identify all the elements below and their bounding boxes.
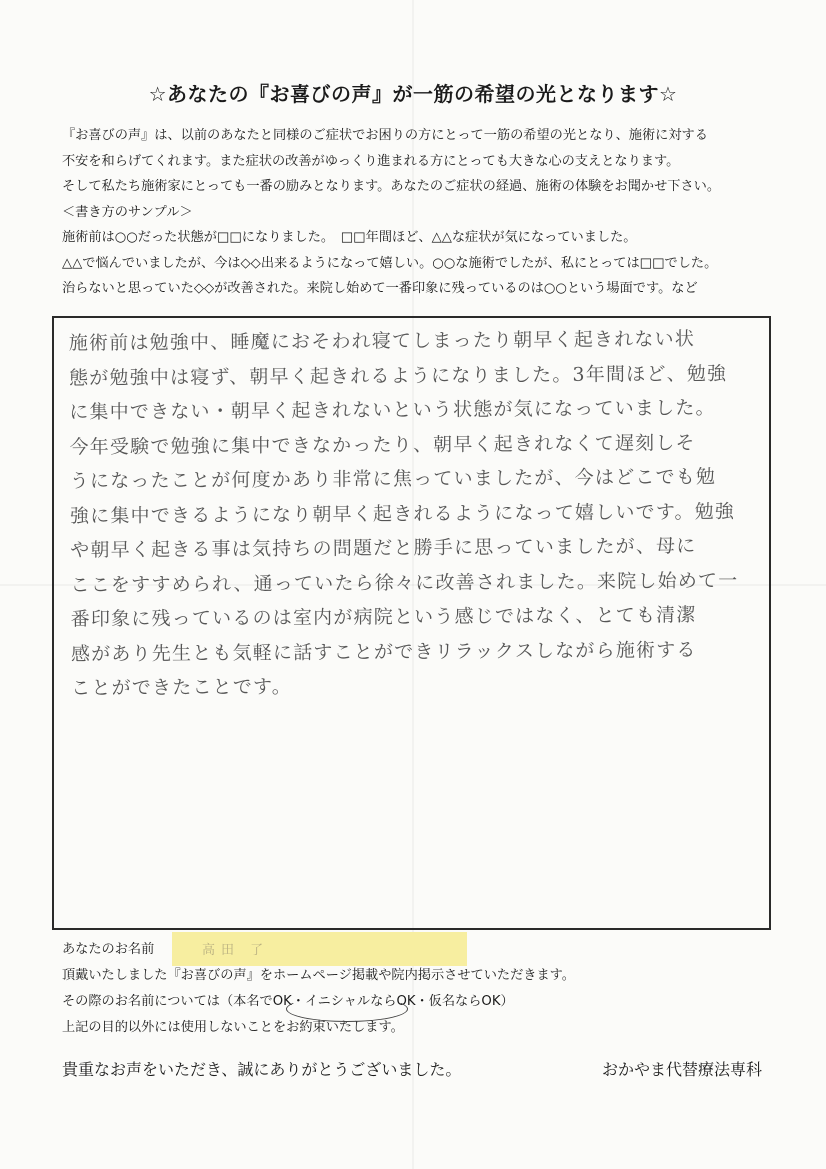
- intro-text: [62, 123, 792, 302]
- sample-line: 治らないと思っていた◇◇が改善された。来院し始めて一番印象に残っているのは○○という場面です。など: [62, 281, 698, 296]
- testimonial-line: 番印象に残っているのは室内が病院という感じではなく、とても清潔: [70, 604, 697, 631]
- testimonial-line: 施術前は勉強中、睡魔におそわれ寝てしまったり朝早く起きれない状: [68, 328, 696, 355]
- intro-line: 不安を和らげてくれます。また症状の改善がゆっくり進まれる方にとっても大きな心の支えとなります。: [62, 153, 680, 169]
- initials-circle-mark: [286, 996, 408, 1022]
- intro-line: 『お喜びの声』は、以前のあなたと同様のご症状でお困りの方にとって一筋の希望の光となり、施術に対する: [62, 128, 708, 143]
- sample-line: 施術前は○○だった状態が□□になりました。 □□年間ほど、△△な症状が気になっていました。: [62, 230, 637, 245]
- testimonial-line: や朝早く起きる事は気持ちの問題だと勝手に思っていましたが、母に: [70, 535, 697, 562]
- testimonial-line: 感があり先生とも気軽に話すことができリラックスしながら施術する: [70, 638, 697, 665]
- sample-heading: ＜書き方のサンプル＞: [62, 204, 193, 220]
- testimonial-line: うになったことが何度かあり非常に焦っていましたが、今はどこでも勉: [69, 465, 717, 493]
- page-title: ☆あなたの『お喜びの声』が一筋の希望の光となります☆: [148, 82, 678, 106]
- testimonial-line: に集中できない・朝早く起きれないという状態が気になっていました。: [69, 396, 716, 424]
- name-label: あなたのお名前: [62, 942, 155, 957]
- name-redaction: [172, 932, 467, 966]
- usage-promise: 上記の目的以外には使用しないことをお約束いたします。: [62, 1020, 404, 1035]
- name-value: 高田 了: [202, 943, 270, 958]
- testimonial-line: ことができたことです。: [71, 675, 292, 700]
- customer-form: [62, 937, 792, 1041]
- testimonial-line: 強に集中できるようになり朝早く起きれるようになって嬉しいです。勉強: [69, 500, 736, 527]
- testimonial-line: ここをすすめられ、通っていたら徐々に改善されました。来院し始めて一: [70, 569, 739, 596]
- testimonial-line: 態が勉強中は寝ず、朝早く起きれるようになりました。3年間ほど、勉強: [68, 362, 728, 389]
- publish-notice: 頂戴いたしました『お喜びの声』をホームページ掲載や院内掲示させていただきます。: [62, 968, 575, 983]
- sample-line: △△で悩んでいましたが、今は◇◇出来るようになって嬉しい。○○な施術でしたが、私にとっては□□でした。: [62, 255, 718, 271]
- testimonial-line: 今年受験で勉強に集中できなかったり、朝早く起きれなくて遅刻しそ: [69, 431, 696, 458]
- handwritten-testimonial: [69, 322, 762, 706]
- clinic-name: おかやま代替療法専科: [601, 1060, 762, 1079]
- name-row: [62, 937, 792, 963]
- thanks-message: 貴重なお声をいただき、誠にありがとうございました。: [62, 1060, 462, 1079]
- name-policy: その際のお名前については（本名でOK・イニシャルならOK・仮名ならOK）: [62, 994, 514, 1009]
- intro-line: そして私たち施術家にとっても一番の励みとなります。あなたのご症状の経過、施術の体験をお聞かせ下さい。: [62, 179, 721, 194]
